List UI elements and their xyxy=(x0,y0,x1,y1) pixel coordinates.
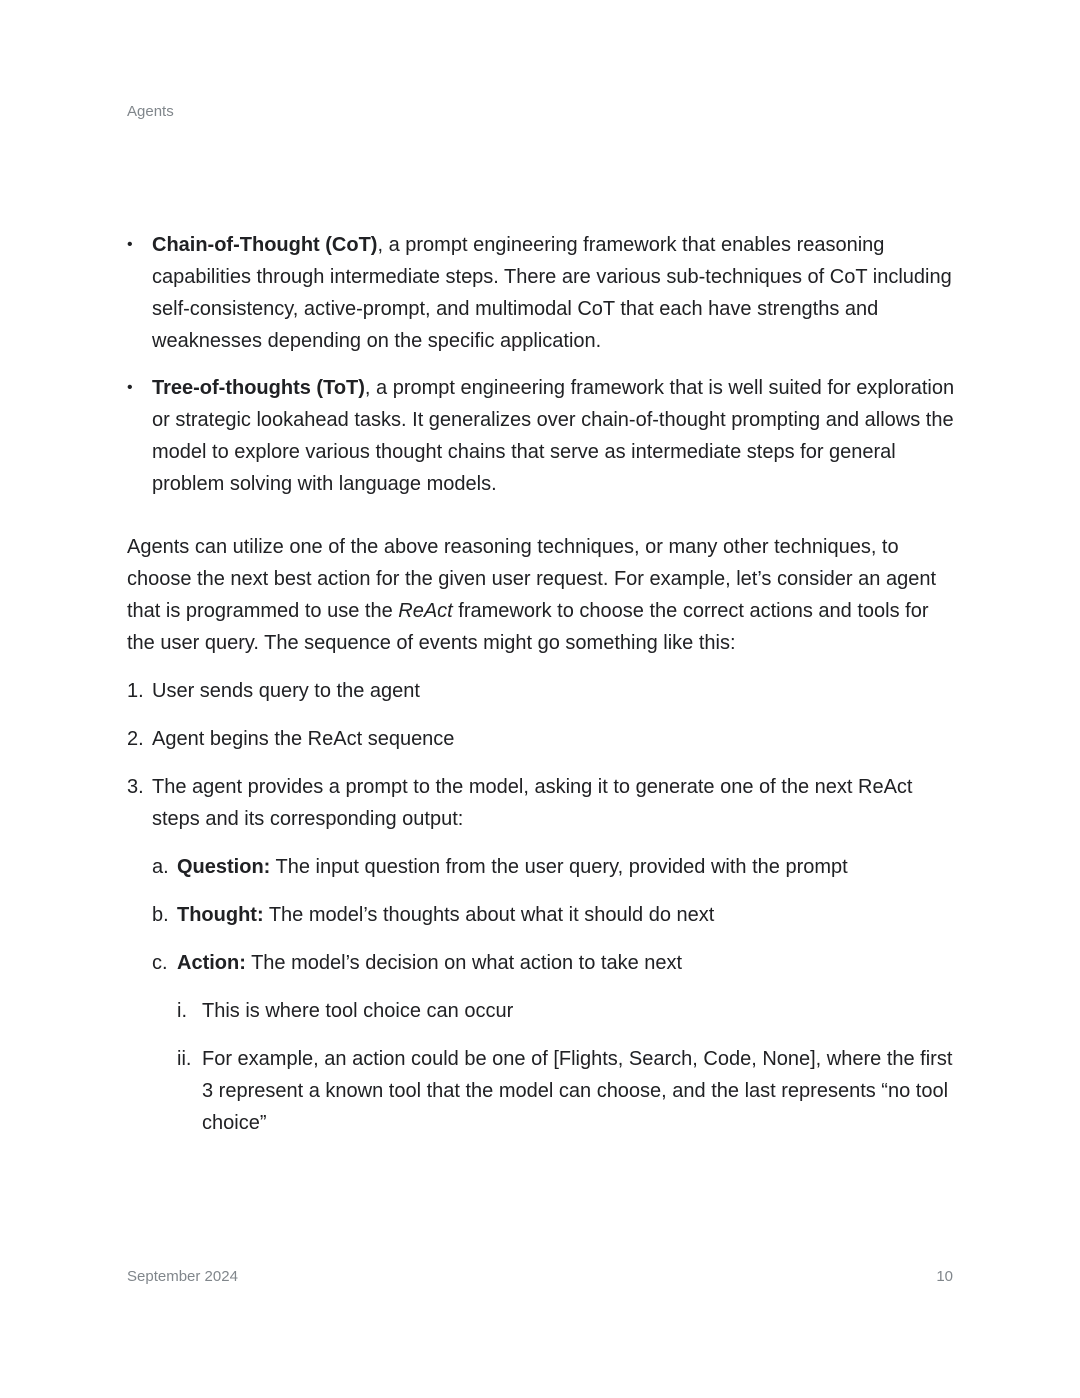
bullet-marker: • xyxy=(127,236,133,253)
number-marker: 1. xyxy=(127,680,144,702)
item-text: For example, an action could be one of [Flights, Search, Code, None], where the first 3 represent a known tool that the model can choose, and the last represents “no tool choice” xyxy=(202,1048,953,1134)
list-item xyxy=(177,995,957,1027)
letter-marker: c. xyxy=(152,952,168,974)
paragraph-text: framework to choose the correct actions and tools for the user query. The sequence of events might go something like this: xyxy=(127,600,929,654)
page-body xyxy=(127,229,957,1155)
list-item xyxy=(177,1043,957,1139)
action-details-list xyxy=(177,995,957,1139)
list-item xyxy=(127,723,957,755)
item-text: The input question from the user query, provided with the prompt xyxy=(270,856,848,878)
number-marker: 3. xyxy=(127,776,144,798)
bullet-marker: • xyxy=(127,379,133,396)
item-text: The model’s thoughts about what it should do next xyxy=(263,904,715,926)
list-item xyxy=(152,947,957,1139)
paragraph-italic: ReAct xyxy=(398,600,453,622)
list-item xyxy=(152,899,957,931)
list-item xyxy=(152,851,957,883)
item-text: The model’s decision on what action to take next xyxy=(245,952,683,974)
item-text: Agent begins the ReAct sequence xyxy=(152,728,455,750)
term-cot: Chain-of-Thought (CoT) xyxy=(152,234,378,256)
page-number: 10 xyxy=(936,1268,953,1285)
running-header: Agents xyxy=(127,103,174,120)
item-text: User sends query to the agent xyxy=(152,680,420,702)
list-item xyxy=(127,372,957,500)
list-item xyxy=(127,771,957,1139)
term-tot: Tree-of-thoughts (ToT) xyxy=(152,377,365,399)
item-text: This is where tool choice can occur xyxy=(202,1000,514,1022)
term-question: Question: xyxy=(177,856,271,878)
roman-marker: ii. xyxy=(177,1048,192,1070)
paragraph-text: Agents can utilize one of the above reasoning techniques, or many other techniques, to choose the next best action for the given user request. For example, let’s consider an agent that is programmed to use the xyxy=(127,536,936,622)
react-steps-list xyxy=(152,851,957,1139)
body-paragraph xyxy=(127,531,957,659)
reasoning-techniques-list xyxy=(127,229,957,500)
list-item xyxy=(127,675,957,707)
item-text: The agent provides a prompt to the model, asking it to generate one of the next ReAct steps and its corresponding output: xyxy=(152,776,913,830)
item-text: , a prompt engineering framework that is well suited for exploration or strategic lookahead tasks. It generalizes over chain-of-thought prompting and allows the model to explore various thought chains that serve as intermediate steps for general problem solving with language models. xyxy=(152,377,955,495)
footer-date: September 2024 xyxy=(127,1268,238,1285)
letter-marker: a. xyxy=(152,856,169,878)
term-thought: Thought: xyxy=(177,904,264,926)
term-action: Action: xyxy=(177,952,246,974)
letter-marker: b. xyxy=(152,904,169,926)
number-marker: 2. xyxy=(127,728,144,750)
event-sequence-list xyxy=(127,675,957,1139)
roman-marker: i. xyxy=(177,1000,187,1022)
item-text: , a prompt engineering framework that enables reasoning capabilities through intermediate steps. There are various sub-techniques of CoT including self-consistency, active-prompt, and multimodal CoT that each have strengths and weaknesses depending on the specific application. xyxy=(152,234,952,352)
list-item xyxy=(127,229,957,357)
